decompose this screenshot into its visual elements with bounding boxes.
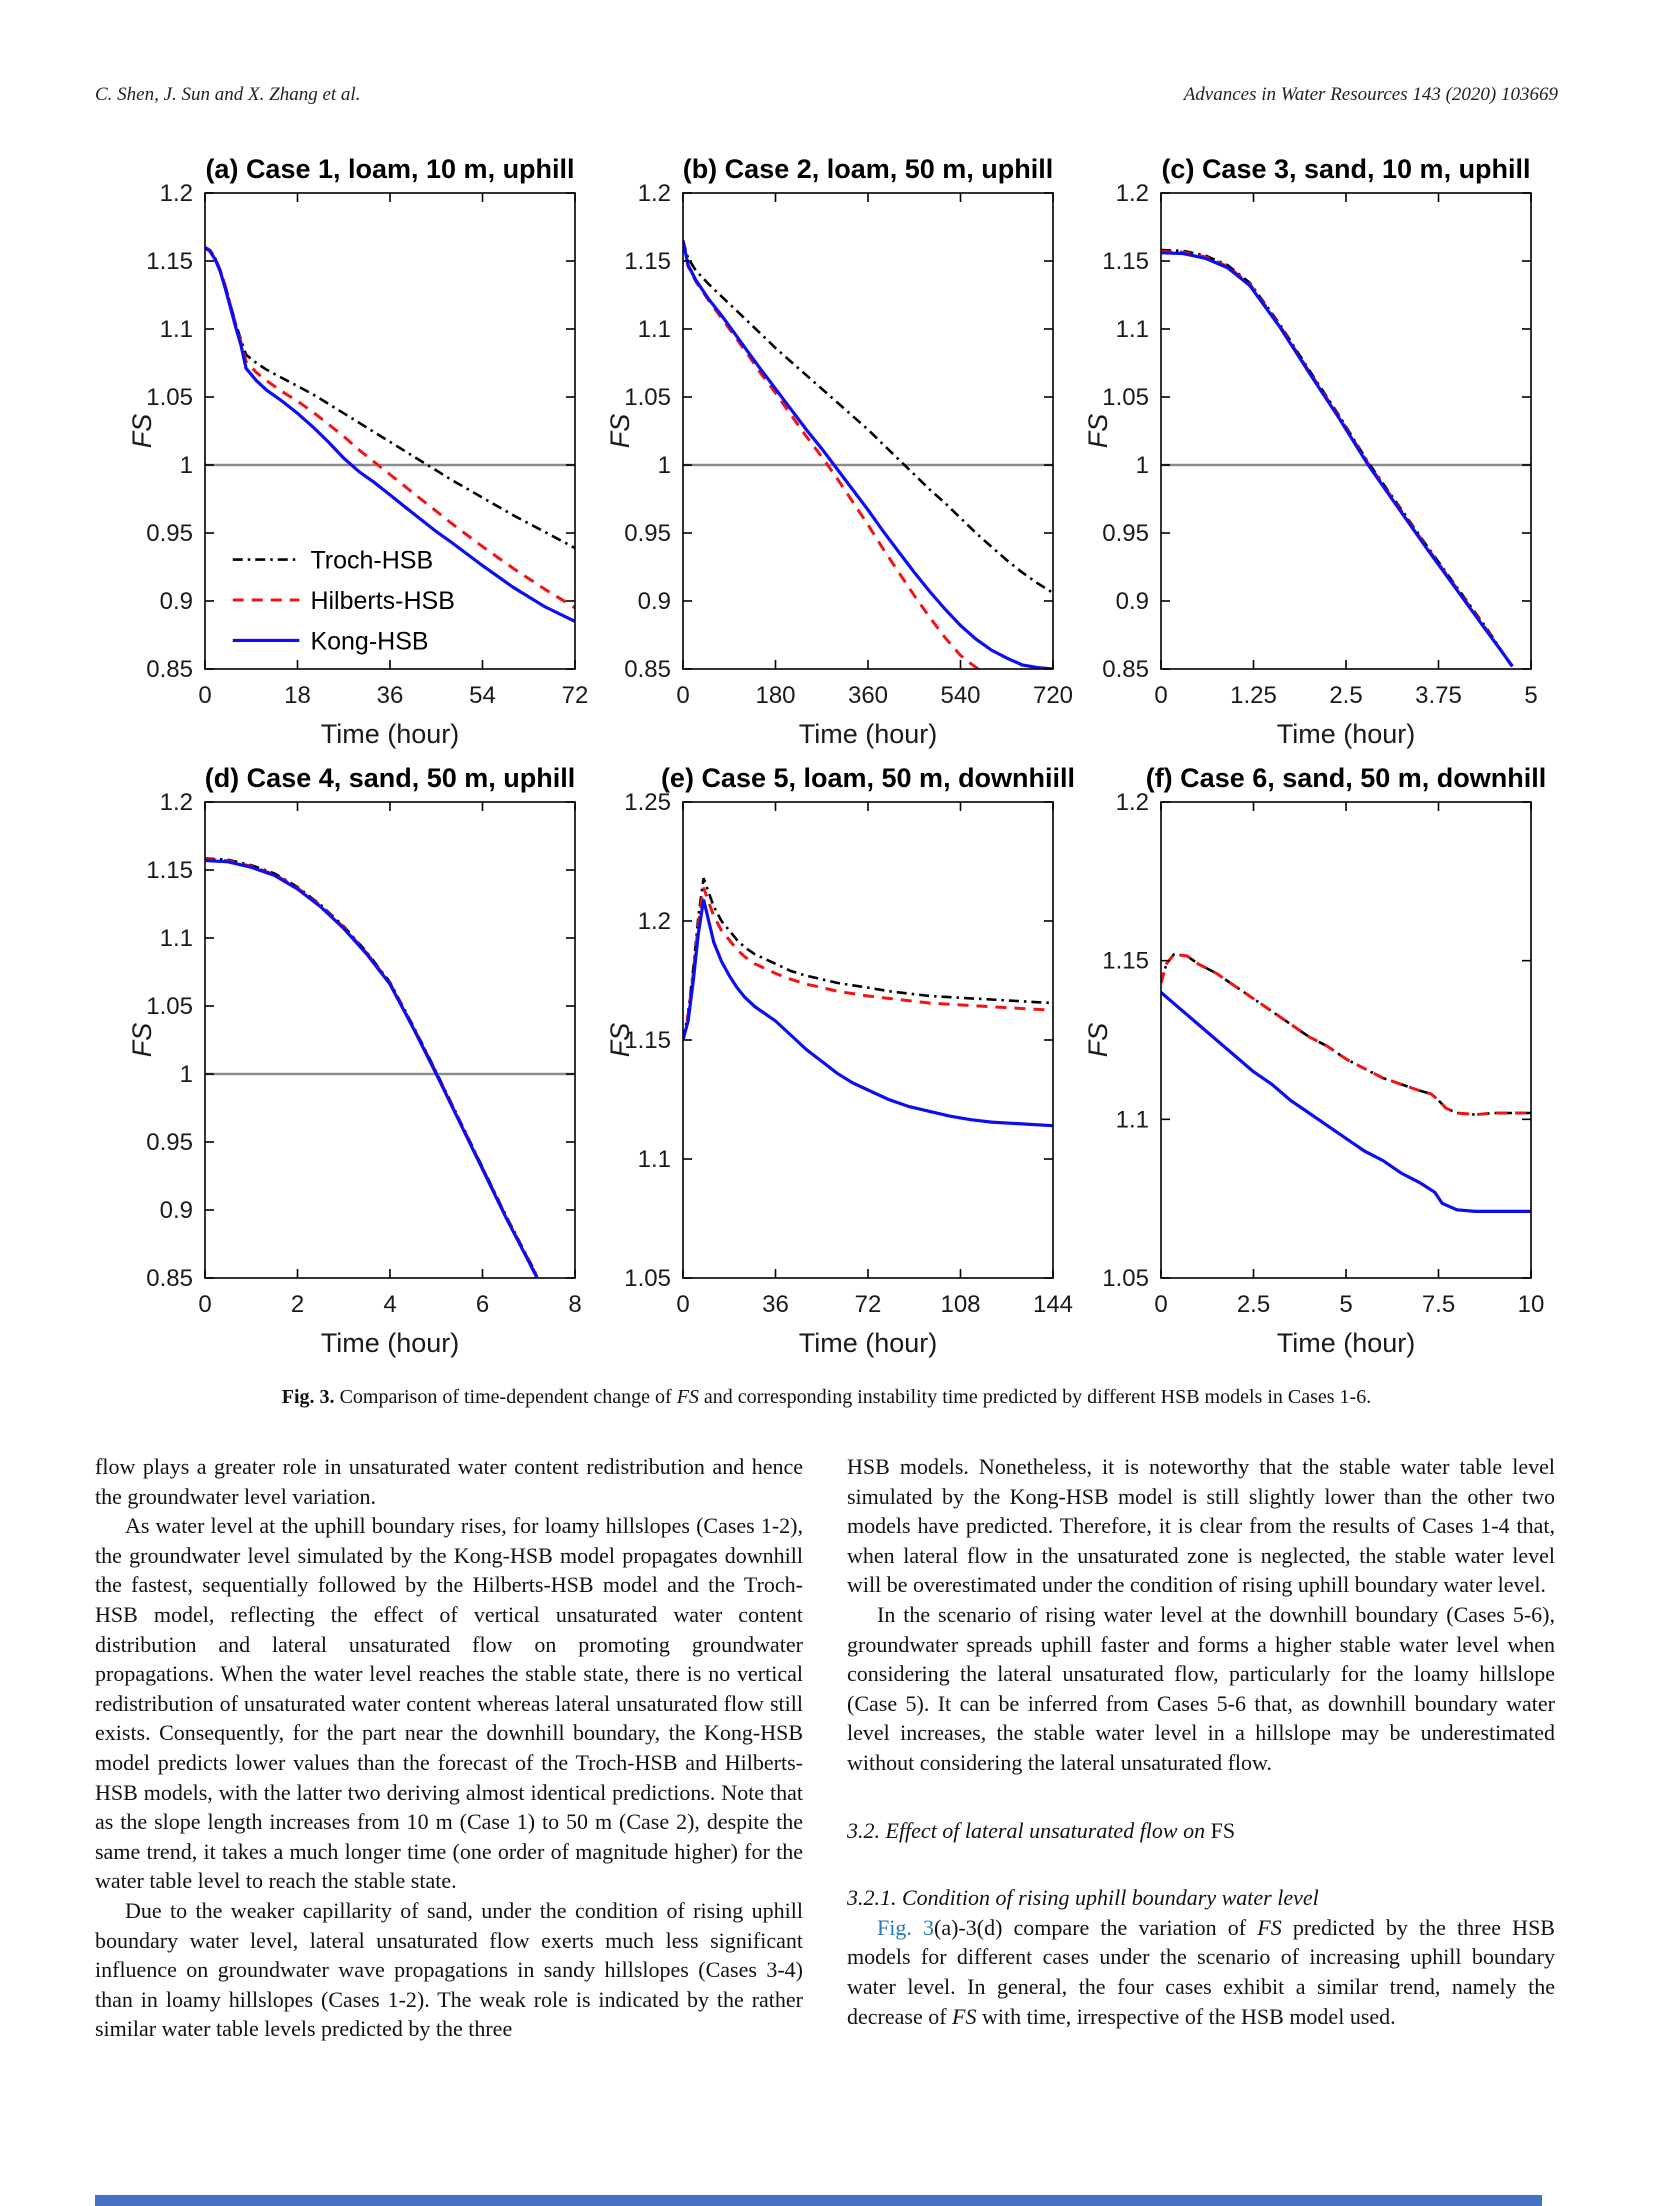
series-troch-hsb [1161, 250, 1511, 665]
svg-text:2.5: 2.5 [1329, 682, 1363, 709]
text-segment: FS [1210, 1817, 1236, 1843]
ticks [205, 802, 575, 1278]
series-troch-hsb [205, 858, 537, 1276]
svg-text:0.85: 0.85 [146, 656, 193, 683]
series-kong-hsb [1161, 253, 1513, 667]
y-axis-label: FS [1083, 1022, 1113, 1058]
svg-text:1: 1 [179, 452, 193, 479]
svg-text:0.85: 0.85 [624, 656, 671, 683]
series-hilberts-hsb [683, 241, 980, 671]
svg-text:1.15: 1.15 [624, 1027, 671, 1054]
svg-text:1.05: 1.05 [624, 1265, 671, 1292]
text-segment: with time, irrespective of the HSB model used. [976, 2003, 1396, 2029]
series-troch-hsb [683, 241, 1053, 593]
series-group [205, 858, 537, 1278]
chart-title: (b) Case 2, loam, 50 m, uphill [682, 154, 1054, 184]
series-hilberts-hsb [205, 859, 537, 1277]
svg-text:72: 72 [854, 1291, 882, 1318]
series-hilberts-hsb [683, 888, 1053, 1040]
x-axis-label: Time (hour) [798, 1328, 938, 1358]
svg-text:0: 0 [676, 682, 690, 709]
section-heading [847, 1883, 1555, 1913]
svg-text:1.2: 1.2 [1115, 180, 1149, 207]
body-text [95, 1452, 1555, 2044]
svg-text:1.1: 1.1 [159, 316, 193, 343]
paragraph [95, 1452, 803, 1511]
svg-text:1: 1 [657, 452, 671, 479]
axes-box [683, 802, 1053, 1278]
chart-svg [125, 148, 603, 760]
svg-text:1.2: 1.2 [1115, 789, 1149, 816]
chart-case-5-loam-50m-downhill [603, 757, 1081, 1369]
chart-svg [603, 757, 1081, 1369]
svg-text:0.9: 0.9 [159, 588, 193, 615]
series-group [683, 241, 1053, 671]
svg-text:0.9: 0.9 [159, 1197, 193, 1224]
text-segment: Fig. 3. [281, 1386, 335, 1408]
svg-text:1.1: 1.1 [159, 925, 193, 952]
chart-case-4-sand-50m-uphill [125, 757, 603, 1369]
x-axis-label: Time (hour) [1276, 719, 1416, 749]
ticks [683, 802, 1053, 1278]
svg-text:0.85: 0.85 [1102, 656, 1149, 683]
svg-text:0.9: 0.9 [1115, 588, 1149, 615]
chart-case-6-sand-50m-downhill [1081, 757, 1559, 1369]
paragraph [95, 1511, 803, 1896]
svg-text:1.2: 1.2 [159, 180, 193, 207]
text-segment: (a)-3(d) compare the variation of [934, 1914, 1258, 1940]
svg-text:1.15: 1.15 [1102, 248, 1149, 275]
text-segment: flow plays a greater role in unsaturated water content redistribution and hence the groundwater level variation. [95, 1454, 803, 1509]
svg-text:1: 1 [1135, 452, 1149, 479]
svg-text:1: 1 [179, 1061, 193, 1088]
svg-text:2: 2 [290, 1291, 305, 1318]
svg-text:0: 0 [1154, 1291, 1168, 1318]
chart-title: (c) Case 3, sand, 10 m, uphill [1161, 154, 1531, 184]
series-hilberts-hsb [1161, 252, 1512, 667]
paragraph [847, 1913, 1555, 2031]
svg-text:0.95: 0.95 [146, 520, 193, 547]
svg-text:1.05: 1.05 [1102, 384, 1149, 411]
svg-text:1.1: 1.1 [1115, 316, 1149, 343]
series-hilberts-hsb [1161, 954, 1531, 1114]
text-segment: In the scenario of rising water level at the downhill boundary (Cases 5-6), groundwater spreads uphill faster and forms a higher stable water level when considering the lateral unsaturated flow, particularly for the loamy hillslope (Case 5). It can be inferred from Cases 5-6 that, as downhill boundary water level increases, the stable water level in a hillslope may be underestimated without considering the lateral unsaturated flow. [847, 1601, 1555, 1775]
svg-text:7.5: 7.5 [1421, 1291, 1456, 1318]
text-segment: 3.2.1. Condition of rising uphill boundary water level [847, 1885, 1319, 1911]
y-axis-label: FS [127, 1022, 157, 1058]
svg-text:0.85: 0.85 [146, 1265, 193, 1292]
page-header [95, 84, 1558, 106]
svg-text:54: 54 [469, 682, 496, 709]
svg-text:360: 360 [847, 682, 889, 709]
svg-text:6: 6 [475, 1291, 490, 1318]
svg-text:1.25: 1.25 [624, 789, 671, 816]
chart-svg [125, 757, 603, 1369]
svg-text:8: 8 [568, 1291, 582, 1318]
svg-text:1.1: 1.1 [637, 1146, 671, 1173]
paragraph [847, 1452, 1555, 1600]
svg-text:36: 36 [376, 682, 404, 709]
svg-text:0: 0 [676, 1291, 690, 1318]
chart-title: (a) Case 1, loam, 10 m, uphill [205, 154, 575, 184]
svg-text:0.9: 0.9 [637, 588, 671, 615]
svg-text:1.05: 1.05 [146, 384, 193, 411]
x-axis-label: Time (hour) [320, 1328, 460, 1358]
figure-caption [95, 1386, 1558, 1409]
chart-case-3-sand-10m-uphill [1081, 148, 1559, 760]
svg-text:1.05: 1.05 [1102, 1265, 1149, 1292]
text-segment: HSB models. Nonetheless, it is noteworthy that the stable water table level simulated by the Kong-HSB model is still slightly lower than the other two models have predicted. Therefore, it is clear from the results of Cases 1-4 that, when lateral flow in the unsaturated zone is neglected, the stable water level will be overestimated under the condition of rising uphill boundary water level. [847, 1454, 1555, 1598]
series-kong-hsb [205, 861, 537, 1279]
y-axis-label: FS [1083, 413, 1113, 449]
svg-text:1.2: 1.2 [637, 908, 671, 935]
legend-label: Hilberts-HSB [310, 586, 455, 615]
y-axis-label: FS [127, 413, 157, 449]
y-axis-label: FS [605, 413, 635, 449]
chart-title: (e) Case 5, loam, 50 m, downhiill [660, 763, 1076, 793]
paragraph [847, 1600, 1555, 1778]
axes-box [205, 802, 575, 1278]
svg-text:1.25: 1.25 [1230, 682, 1277, 709]
svg-text:0.95: 0.95 [624, 520, 671, 547]
svg-text:1.1: 1.1 [1115, 1106, 1149, 1134]
legend-label: Kong-HSB [310, 627, 429, 656]
svg-text:1.2: 1.2 [637, 180, 671, 207]
svg-text:36: 36 [762, 1291, 789, 1318]
svg-text:18: 18 [284, 682, 311, 709]
series-troch-hsb [205, 247, 575, 548]
text-segment: FS [1257, 1914, 1282, 1940]
legend [233, 547, 455, 656]
chart-case-1-loam-10m-uphill [125, 148, 603, 760]
series-kong-hsb [683, 241, 1053, 669]
x-axis-label: Time (hour) [320, 719, 460, 749]
svg-text:0.95: 0.95 [1102, 520, 1149, 547]
svg-text:0: 0 [198, 1291, 212, 1318]
svg-text:4: 4 [383, 1291, 397, 1318]
text-segment: Comparison of time-dependent change of [334, 1386, 677, 1408]
svg-text:3.75: 3.75 [1415, 682, 1462, 709]
chart-case-2-loam-50m-uphill [603, 148, 1081, 760]
series-kong-hsb [1161, 992, 1531, 1211]
series-kong-hsb [683, 900, 1053, 1126]
svg-text:1.05: 1.05 [146, 993, 193, 1020]
series-troch-hsb [683, 878, 1053, 1040]
header-journal-ref: Advances in Water Resources 143 (2020) 103669 [1183, 84, 1558, 105]
ticks [683, 193, 1053, 669]
chart-svg [603, 148, 1081, 760]
header-authors: C. Shen, J. Sun and X. Zhang et al. [95, 84, 361, 105]
paragraph [95, 1896, 803, 2044]
tick-labels [1102, 180, 1537, 709]
section-heading [847, 1816, 1555, 1846]
text-segment: As water level at the uphill boundary rises, for loamy hillslopes (Cases 1-2), the groundwater level simulated by the Kong-HSB model propagates downhill the fastest, sequentially followed by the Hilberts-HSB model and the Troch-HSB model, reflecting the effect of vertical unsaturated water content distribution and lateral unsaturated flow on promoting groundwater propagations. When the water level reaches the stable state, there is no vertical redistribution of unsaturated water content whereas lateral unsaturated flow still exists. Consequently, for the part near the downhill boundary, the Kong-HSB model predicts lower values than the forecast of the Troch-HSB and Hilberts-HSB models, with the latter two deriving almost identical predictions. Note that as the slope length increases from 10 m (Case 1) to 50 m (Case 2), despite the same trend, it takes a much longer time (one order of magnitude higher) for the water table level to reach the stable state. [95, 1513, 803, 1894]
x-axis-label: Time (hour) [798, 719, 938, 749]
text-segment: Due to the weaker capillarity of sand, under the condition of rising uphill boundary water level, lateral unsaturated flow exerts much less significant influence on groundwater wave propagations in sandy hillslopes (Cases 3-4) than in loamy hillslopes (Cases 1-2). The weak role is indicated by the rather similar water table levels predicted by the three [95, 1897, 803, 2042]
svg-text:180: 180 [755, 682, 796, 709]
bottom-accent-bar [95, 2195, 1542, 2206]
chart-svg [1081, 757, 1559, 1369]
svg-text:1.1: 1.1 [637, 316, 671, 343]
chart-title: (f) Case 6, sand, 50 m, downhill [1145, 763, 1547, 793]
svg-text:10: 10 [1517, 1291, 1545, 1318]
series-group [1161, 954, 1531, 1211]
text-segment: 3.2. Effect of lateral unsaturated flow on [847, 1817, 1211, 1843]
svg-text:72: 72 [561, 682, 589, 709]
x-axis-label: Time (hour) [1276, 1328, 1416, 1358]
axes-box [683, 193, 1053, 669]
svg-text:1.05: 1.05 [624, 384, 671, 411]
chart-title: (d) Case 4, sand, 50 m, uphill [204, 763, 576, 793]
svg-text:1.15: 1.15 [1102, 947, 1149, 975]
svg-text:5: 5 [1339, 1291, 1353, 1318]
text-segment: FS [952, 2003, 977, 2029]
svg-text:0.95: 0.95 [146, 1129, 193, 1156]
text-column-left [95, 1452, 803, 2044]
legend-label: Troch-HSB [310, 546, 434, 575]
tick-labels [1102, 789, 1544, 1318]
text-segment: predicted by the three HSB models for different cases under the scenario of increasing uphill boundary water level. In general, the four cases exhibit a similar trend, namely the decrease of [847, 1914, 1555, 2029]
series-group [1161, 250, 1513, 666]
svg-text:720: 720 [1032, 682, 1074, 709]
series-group [683, 878, 1053, 1125]
svg-text:144: 144 [1032, 1291, 1074, 1318]
series-troch-hsb [1161, 954, 1531, 1114]
text-column-right [847, 1452, 1555, 2044]
svg-text:1.15: 1.15 [624, 248, 671, 275]
tick-labels [624, 180, 1073, 709]
text-segment: and corresponding instability time predicted by different HSB models in Cases 1-6. [698, 1386, 1372, 1408]
figure3-row-2 [125, 757, 1559, 1369]
svg-text:0: 0 [198, 682, 212, 709]
svg-text:0: 0 [1154, 682, 1168, 709]
svg-text:540: 540 [940, 682, 981, 709]
y-axis-label: FS [605, 1022, 635, 1058]
figure3-row-1 [125, 148, 1559, 760]
svg-text:1.15: 1.15 [146, 857, 193, 884]
svg-text:5: 5 [1524, 682, 1538, 709]
fig3-link[interactable]: Fig. 3 [877, 1914, 934, 1940]
tick-labels [624, 789, 1073, 1318]
chart-svg [1081, 148, 1559, 760]
svg-text:1.15: 1.15 [146, 248, 193, 275]
text-segment: FS [676, 1386, 699, 1408]
svg-text:2.5: 2.5 [1236, 1291, 1271, 1318]
svg-text:1.2: 1.2 [159, 789, 193, 816]
svg-text:108: 108 [940, 1291, 981, 1318]
